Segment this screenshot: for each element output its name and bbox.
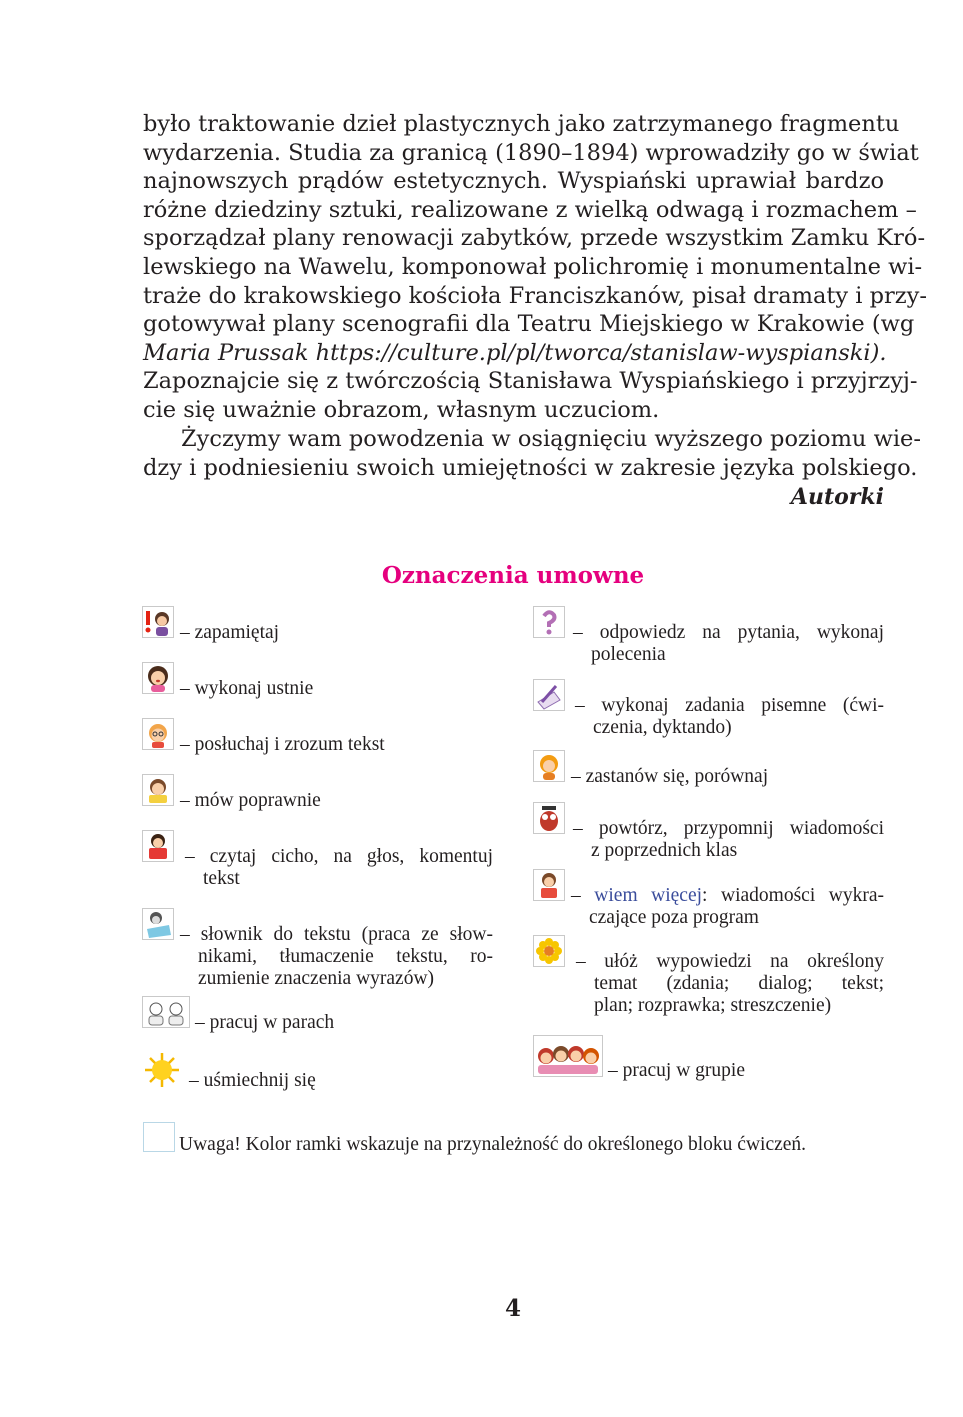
dictionary-icon xyxy=(142,908,174,940)
legend-dash: – xyxy=(571,885,595,906)
legend-label: czenia, dyktando) xyxy=(593,717,732,738)
legend-label: – posłuchaj i zrozum tekst xyxy=(180,734,385,755)
text-line: Zapoznajcie się z twórczością Stanisława Wyspiańskiego i przyjrzyj- xyxy=(143,368,918,395)
text-line: gotowywał plany scenografii dla Teatru Miejskiego w Krakowie (wg xyxy=(143,311,915,338)
legend-label: – wykonaj zadania pisemne (ćwi- xyxy=(575,695,884,716)
main-paragraph xyxy=(143,110,927,425)
frame-sample-box xyxy=(143,1122,175,1152)
question-mark-icon xyxy=(533,606,565,638)
book-girl-icon xyxy=(533,869,565,901)
legend-label: – ułóż wypowiedzi na określony xyxy=(576,951,884,972)
pencil-notebook-icon xyxy=(533,679,565,711)
text-line: sporządzał plany renowacji zabytków, przede wszystkim Zamku Kró- xyxy=(143,225,926,252)
text-line: lewskiego na Wawelu, komponował polichromię i monumentalne wi- xyxy=(143,253,923,280)
legend-label: – mów poprawnie xyxy=(180,790,321,811)
listening-boy-icon xyxy=(142,718,174,750)
legend-label: – zastanów się, porównaj xyxy=(571,766,769,787)
sun-icon xyxy=(142,1052,182,1088)
text-line: najnowszych prądów estetycznych. Wyspiański uprawiał bardzo xyxy=(143,168,884,195)
speaking-boy-icon xyxy=(142,774,174,806)
legend-label: – odpowiedz na pytania, wykonaj xyxy=(573,622,884,643)
group-icon xyxy=(533,1035,603,1077)
text-line: wydarzenia. Studia za granicą (1890–1894) wprowadziły go w świat xyxy=(143,139,919,166)
thinking-girl-icon xyxy=(533,750,565,782)
legend-title: Oznaczenia umowne xyxy=(381,562,645,589)
legend-label: – pracuj w grupie xyxy=(608,1060,745,1081)
legend-label: – pracuj w parach xyxy=(195,1012,335,1033)
legend-label: – zapamiętaj xyxy=(180,622,280,643)
wish-paragraph xyxy=(143,425,921,482)
legend-label-rest: : wiadomości wykra- xyxy=(702,885,884,906)
page-number: 4 xyxy=(504,1295,521,1322)
legend-label: temat (zdania; dialog; tekst; xyxy=(594,973,884,994)
know-more-highlight: wiem więcej xyxy=(594,885,703,906)
text-line: cie się uważnie obrazom, własnym uczuciom. xyxy=(143,396,660,423)
owl-icon xyxy=(533,802,565,834)
text-line: różne dziedziny sztuki, realizowane z wielką odwagą i rozmachem – xyxy=(143,196,917,223)
text-line: Życzymy wam powodzenia w osiągnięciu wyższego poziomu wie- xyxy=(181,426,921,452)
source-citation: Maria Prussak https://culture.pl/pl/tworca/stanislaw-wyspianski). xyxy=(143,339,887,366)
legend-label: z poprzednich klas xyxy=(591,840,738,861)
exclamation-girl-icon xyxy=(142,606,174,638)
talking-girl-icon xyxy=(142,662,174,694)
legend-label: tekst xyxy=(203,868,240,889)
flower-icon xyxy=(533,935,565,967)
text-line: dzy i podniesieniu swoich umiejętności w zakresie języka polskiego. xyxy=(143,454,918,481)
legend-label: – słownik do tekstu (praca ze słow- xyxy=(180,924,493,945)
signature: Autorki xyxy=(790,484,884,510)
legend-label: nikami, tłumaczenie tekstu, ro- xyxy=(198,946,493,967)
text-line: traże do krakowskiego kościoła Franciszkanów, pisał dramaty i przy- xyxy=(143,282,927,309)
legend-label: – wykonaj ustnie xyxy=(180,678,314,699)
legend-label: czające poza program xyxy=(589,907,759,928)
pair-icon xyxy=(142,996,190,1028)
legend-label: – uśmiechnij się xyxy=(189,1070,316,1091)
reading-boy-icon xyxy=(142,830,174,862)
legend-label: polecenia xyxy=(591,644,666,665)
note-text: Uwaga! Kolor ramki wskazuje na przynależność do określonego bloku ćwiczeń. xyxy=(179,1134,807,1155)
legend-label: zumienie znaczenia wyrazów) xyxy=(198,968,435,989)
text-line: było traktowanie dzieł plastycznych jako zatrzymanego fragmentu xyxy=(143,111,900,137)
legend-label xyxy=(571,885,884,907)
legend-label: plan; rozprawka; streszczenie) xyxy=(594,995,832,1016)
legend-label: – czytaj cicho, na głos, komentuj xyxy=(185,846,493,867)
legend-label: – powtórz, przypomnij wiadomości xyxy=(573,818,884,839)
